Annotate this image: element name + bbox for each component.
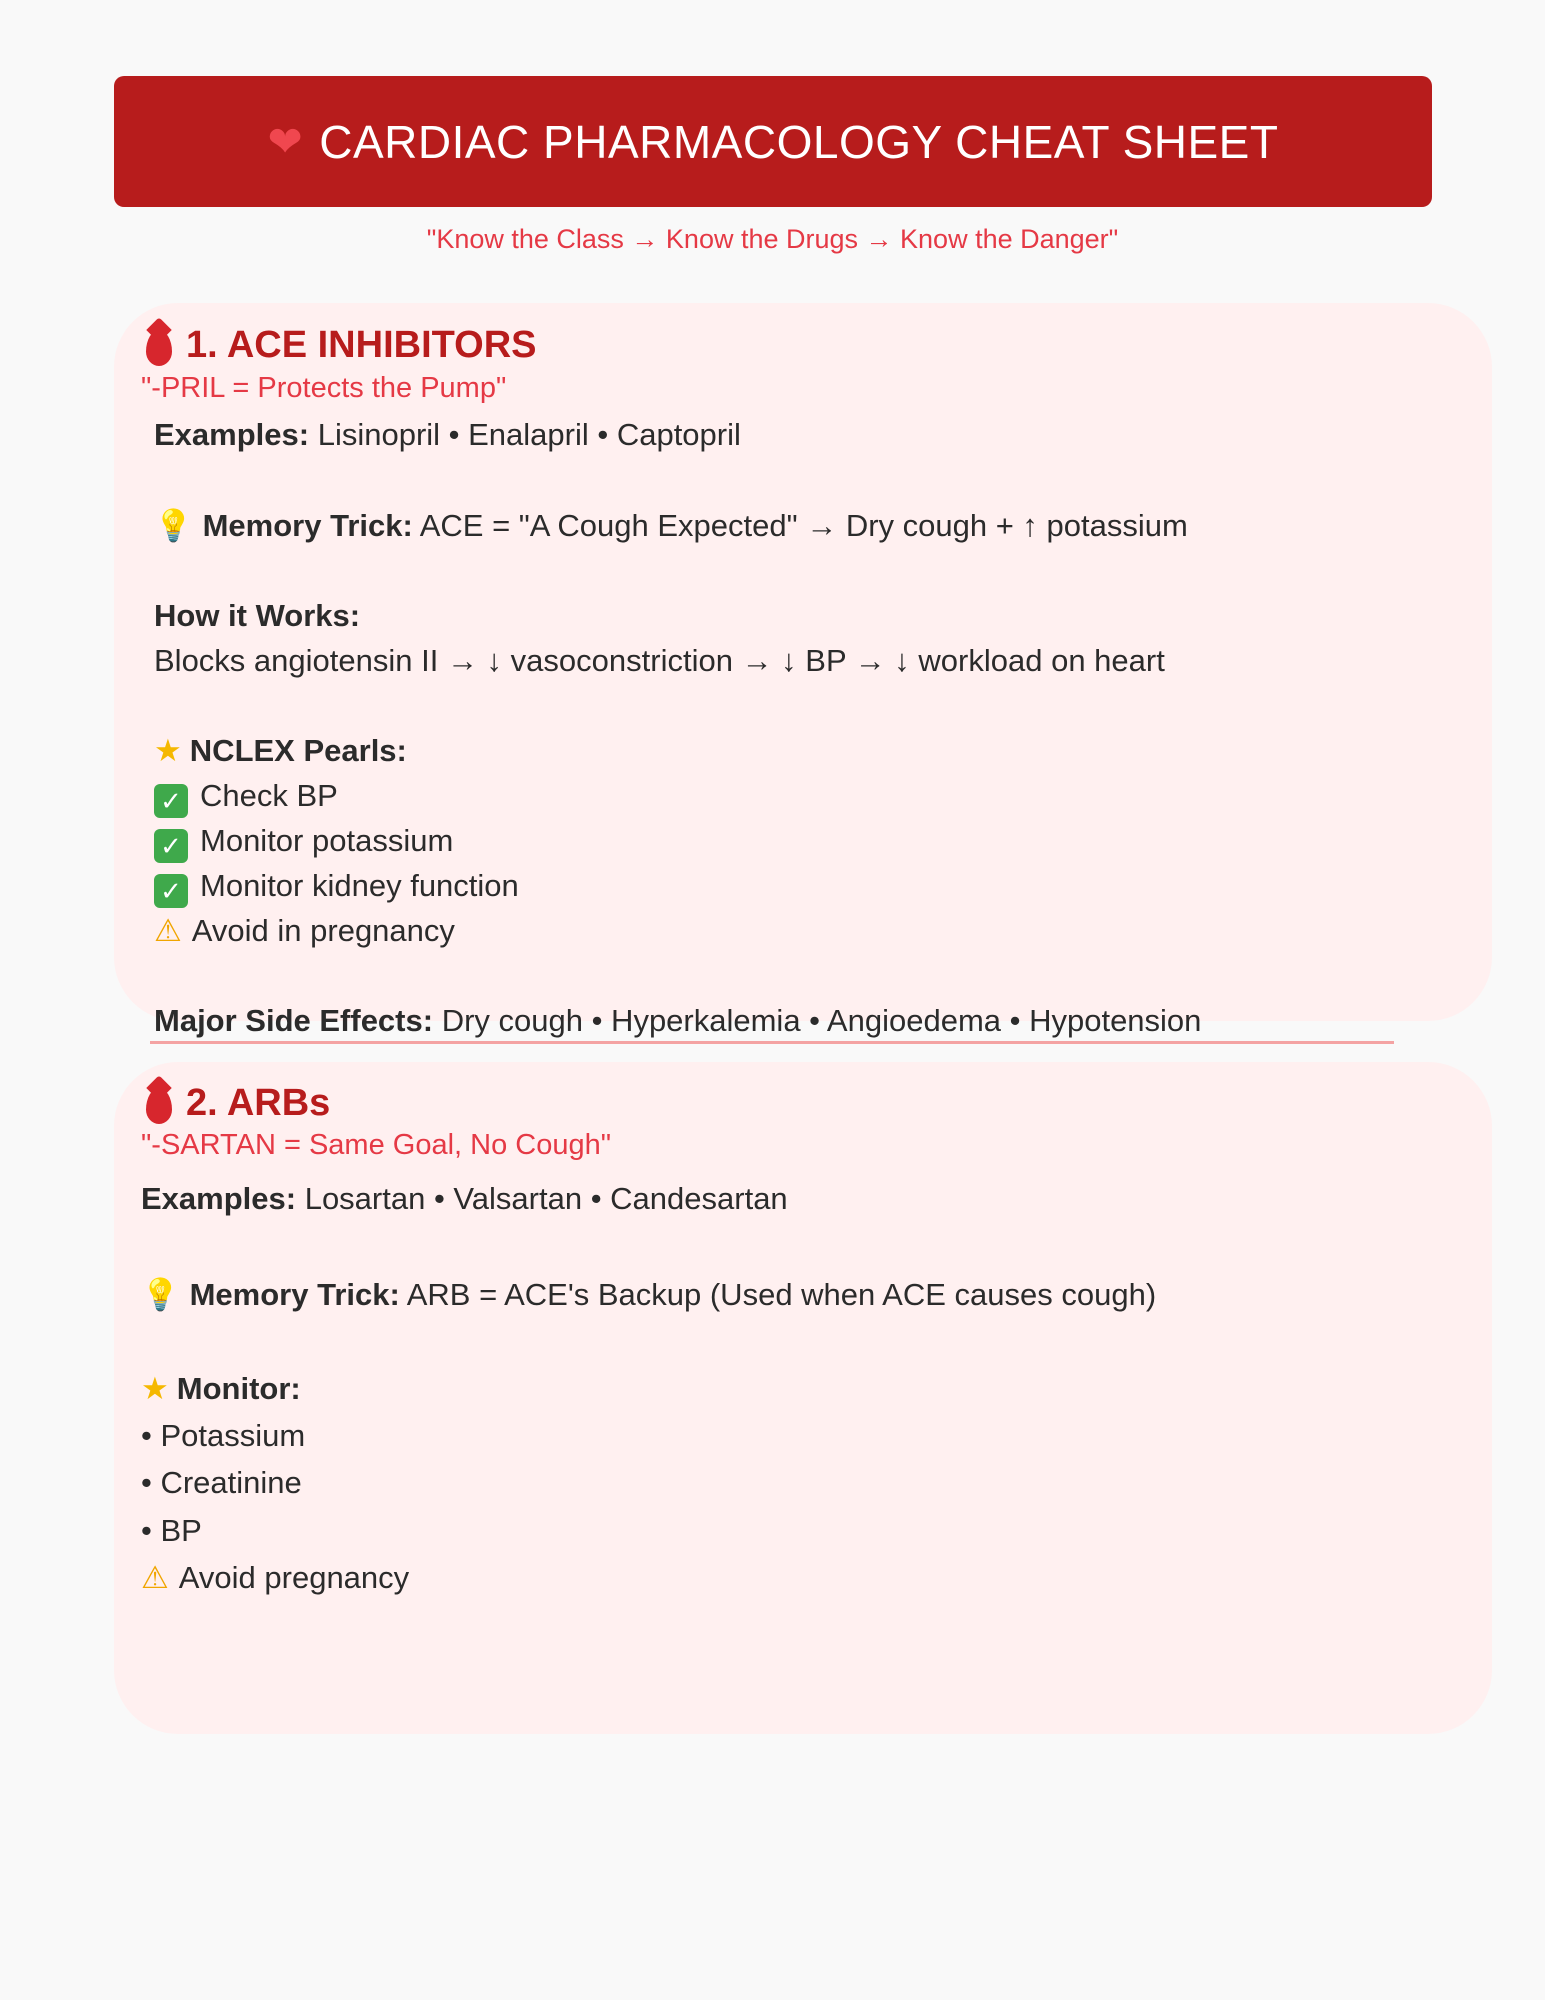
heart-icon: ❤ [267,118,304,165]
ace-pearls-heading [154,733,407,769]
ace-pearl-item [154,823,453,863]
blood-drop-icon [146,1088,172,1124]
arb-monitor-heading [141,1371,301,1407]
ace-subtitle: "-PRIL = Protects the Pump" [141,372,507,404]
ace-memory-value: ACE = "A Cough Expected" → Dry cough + ↑ potassium [419,508,1188,543]
arb-memory-label: Memory Trick: [189,1277,400,1312]
ace-warning-text: Avoid in pregnancy [191,913,455,948]
arb-examples-value: Losartan • Valsartan • Candesartan [304,1181,788,1216]
ace-pearl-item [154,868,519,908]
warning-icon: ⚠ [154,913,182,948]
lightbulb-icon: 💡 [141,1277,180,1312]
ace-pearl-text: Check BP [200,778,338,813]
ace-section-title [146,324,537,367]
ace-title-text: 1. ACE INHIBITORS [186,324,537,366]
ace-pearl-item [154,778,338,818]
star-icon: ★ [141,1371,169,1406]
arb-subtitle: "-SARTAN = Same Goal, No Cough" [141,1129,612,1161]
arb-warning [141,1560,409,1596]
ace-pearl-text: Monitor potassium [200,823,454,858]
star-icon: ★ [154,733,182,768]
arb-monitor-label: Monitor: [176,1371,301,1406]
arb-monitor-item: • Creatinine [141,1465,302,1500]
section-divider [150,1041,1394,1044]
arb-section-title [146,1082,330,1125]
ace-pearl-text: Monitor kidney function [200,868,519,903]
ace-pearls-label: NCLEX Pearls: [189,733,407,768]
check-icon: ✓ [154,874,188,908]
arbs-card [114,1062,1492,1734]
check-icon: ✓ [154,829,188,863]
arb-memory-trick [141,1276,1156,1313]
warning-icon: ⚠ [141,1560,169,1595]
arb-memory-value: ARB = ACE's Backup (Used when ACE causes cough) [406,1277,1157,1312]
ace-side-effects [154,1003,1201,1039]
ace-examples-value: Lisinopril • Enalapril • Captopril [317,417,741,452]
arb-examples-label: Examples: [141,1181,297,1216]
ace-warning [154,913,455,949]
check-icon: ✓ [154,784,188,818]
ace-memory-trick [154,507,1188,544]
ace-examples-label: Examples: [154,417,310,452]
arb-warning-text: Avoid pregnancy [178,1560,410,1595]
tagline: "Know the Class → Know the Drugs → Know the Danger" [426,224,1119,254]
arb-monitor-item: • BP [141,1513,202,1548]
page-title: CARDIAC PHARMACOLOGY CHEAT SHEET [319,115,1279,168]
ace-how-label [154,598,360,634]
ace-examples [154,417,741,453]
ace-memory-label: Memory Trick: [202,508,413,543]
arb-monitor-item: • Potassium [141,1418,306,1453]
lightbulb-icon: 💡 [154,508,193,543]
ace-side-value: Dry cough • Hyperkalemia • Angioedema • Hypotension [441,1003,1202,1038]
blood-drop-icon [146,330,172,366]
arb-title-text: 2. ARBs [186,1082,331,1124]
ace-how-label-text: How it Works: [154,598,361,633]
title-banner [114,76,1432,207]
arb-examples [141,1181,788,1217]
ace-how-value: Blocks angiotensin II → ↓ vasoconstriction → ↓ BP → ↓ workload on heart [154,643,1165,678]
ace-side-label: Major Side Effects: [154,1003,434,1038]
